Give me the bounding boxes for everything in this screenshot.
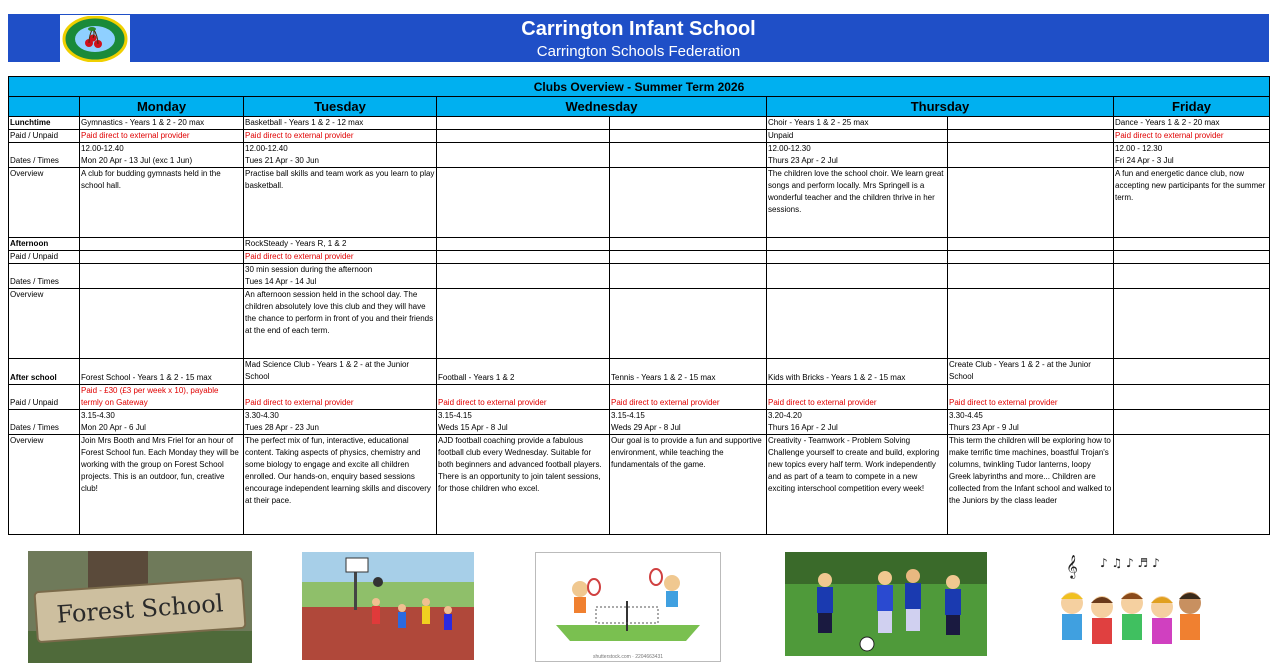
empty-cell — [1114, 289, 1270, 359]
overview-cell: The children love the school choir. We learn great songs and perform locally. Mrs Springell is a wonderful teacher and the children thrive in her sessions. — [767, 168, 948, 238]
row-label: Paid / Unpaid — [9, 385, 80, 410]
time-text: 3.15-4.15 — [438, 411, 472, 420]
overview-cell: Creativity - Teamwork - Problem Solving Challenge yourself to create and build, exploring new topics every half term. Work independently and as part of a team to compete in a new exciting interschool competition every week! — [767, 435, 948, 535]
dates-text: Tues 21 Apr - 30 Jun — [245, 156, 319, 165]
paid-cell: Paid direct to external provider — [244, 251, 437, 264]
day-wednesday: Wednesday — [437, 97, 767, 117]
empty-cell — [610, 289, 767, 359]
club-cell: Choir - Years 1 & 2 - 25 max — [767, 117, 948, 130]
empty-cell — [767, 251, 948, 264]
empty-cell — [948, 117, 1114, 130]
forest-sign-text: Forest School — [55, 589, 225, 629]
time-text: 12.00-12.30 — [768, 144, 811, 153]
paid-cell: Paid direct to external provider — [244, 130, 437, 143]
paid-cell: Paid direct to external provider — [767, 385, 948, 410]
overview-cell: The perfect mix of fun, interactive, educational content. Taking aspects of physics, chemistry and some biology to engage and excite all children enrolled. Our hands-on, enquiry based sessions encourage independent learning skills and discovery at their pace. — [244, 435, 437, 535]
empty-cell — [610, 168, 767, 238]
empty-cell — [1114, 238, 1270, 251]
empty-cell — [1114, 264, 1270, 289]
dates-cell — [80, 410, 244, 435]
empty-cell — [767, 238, 948, 251]
club-cell: Gymnastics - Years 1 & 2 - 20 max — [80, 117, 244, 130]
paid-cell: Paid direct to external provider — [1114, 130, 1270, 143]
time-text: 3.15-4.30 — [81, 411, 115, 420]
table-row — [9, 435, 1270, 535]
dates-cell — [767, 410, 948, 435]
empty-cell — [948, 238, 1114, 251]
image-credit: shutterstock.com · 2204663431 — [592, 654, 664, 660]
row-label: Paid / Unpaid — [9, 251, 80, 264]
school-title: Carrington Infant School — [521, 18, 756, 40]
dates-text: Mon 20 Apr - 13 Jul (exc 1 Jun) — [81, 156, 193, 165]
empty-cell — [948, 251, 1114, 264]
row-label: Overview — [9, 435, 80, 535]
dates-cell — [767, 143, 948, 168]
time-text: 12.00-12.40 — [81, 144, 124, 153]
row-label: After school — [9, 359, 80, 385]
empty-cell — [1114, 385, 1270, 410]
club-cell: Football - Years 1 & 2 — [437, 359, 610, 385]
overview-cell: An afternoon session held in the school day. The children absolutely love this club and they will have the chance to perform in front of you and their friends at the end of each term. — [244, 289, 437, 359]
time-text: 12.00 - 12.30 — [1115, 144, 1163, 153]
dates-text: Tues 28 Apr - 23 Jun — [245, 423, 319, 432]
school-subtitle: Carrington Schools Federation — [536, 43, 741, 60]
empty-cell — [948, 143, 1114, 168]
empty-cell — [1114, 435, 1270, 535]
club-cell: Mad Science Club - Years 1 & 2 - at the Junior School — [244, 359, 437, 385]
table-row — [9, 359, 1270, 385]
row-label: Paid / Unpaid — [9, 130, 80, 143]
empty-cell — [437, 264, 610, 289]
basketball-image — [302, 552, 474, 660]
dates-text: Mon 20 Apr - 6 Jul — [81, 423, 146, 432]
row-label: Dates / Times — [9, 410, 80, 435]
football-image — [785, 552, 987, 656]
empty-cell — [437, 143, 610, 168]
dates-cell — [244, 264, 437, 289]
time-text: 3.15-4.15 — [611, 411, 645, 420]
empty-cell — [80, 264, 244, 289]
table-row — [9, 385, 1270, 410]
day-monday: Monday — [80, 97, 244, 117]
club-cell: Create Club - Years 1 & 2 - at the Junior School — [948, 359, 1114, 385]
corner-cell — [9, 97, 80, 117]
table-row — [9, 251, 1270, 264]
row-label: Overview — [9, 289, 80, 359]
paid-cell: Paid direct to external provider — [610, 385, 767, 410]
empty-cell — [610, 130, 767, 143]
overview-cell: A fun and energetic dance club, now accepting new participants for the summer term. — [1114, 168, 1270, 238]
empty-cell — [1114, 251, 1270, 264]
time-text: 12.00-12.40 — [245, 144, 288, 153]
row-label: Dates / Times — [9, 143, 80, 168]
overview-cell: Our goal is to provide a fun and supportive environment, while teaching the fundamentals of the game. — [610, 435, 767, 535]
row-label: Afternoon — [9, 238, 80, 251]
empty-cell — [767, 289, 948, 359]
overview-cell: AJD football coaching provide a fabulous football club every Wednesday. Suitable for both beginners and advanced football players. There is an opportunity to join talent sessions, for those children who excel. — [437, 435, 610, 535]
forest-school-image — [28, 551, 252, 663]
day-header-row — [9, 97, 1270, 117]
time-text: 3.20-4.20 — [768, 411, 802, 420]
table-row — [9, 130, 1270, 143]
clubs-table — [8, 76, 1270, 535]
empty-cell — [610, 238, 767, 251]
empty-cell — [610, 117, 767, 130]
time-text: 30 min session during the afternoon — [245, 265, 373, 274]
day-tuesday: Tuesday — [244, 97, 437, 117]
table-row — [9, 238, 1270, 251]
dates-cell — [80, 143, 244, 168]
music-note-icon: ♪ ♫ ♪ ♬ ♪ — [1100, 556, 1160, 570]
overview-cell: This term the children will be exploring how to make terrific time machines, boastful Trojan's columns, twinkling Tudor lanterns, loopy Greek labyrinths and more... Children are collected from the Infant school and walked to the Juniors by the class leader — [948, 435, 1114, 535]
empty-cell — [948, 264, 1114, 289]
overview-cell: Practise ball skills and team work as you learn to play basketball. — [244, 168, 437, 238]
table-row — [9, 264, 1270, 289]
day-friday: Friday — [1114, 97, 1270, 117]
dates-cell — [244, 143, 437, 168]
empty-cell — [437, 238, 610, 251]
paid-cell: Paid - £30 (£3 per week x 10), payable termly on Gateway — [80, 385, 244, 410]
dates-text: Tues 14 Apr - 14 Jul — [245, 277, 317, 286]
time-text: 3.30-4.30 — [245, 411, 279, 420]
tennis-image — [535, 552, 721, 662]
empty-cell — [437, 251, 610, 264]
overview-cell: A club for budding gymnasts held in the school hall. — [80, 168, 244, 238]
time-text: 3.30-4.45 — [949, 411, 983, 420]
paid-cell: Paid direct to external provider — [437, 385, 610, 410]
club-cell: Kids with Bricks - Years 1 & 2 - 15 max — [767, 359, 948, 385]
dates-cell — [437, 410, 610, 435]
empty-cell — [437, 117, 610, 130]
table-row — [9, 143, 1270, 168]
empty-cell — [948, 130, 1114, 143]
dates-text: Weds 15 Apr - 8 Jul — [438, 423, 508, 432]
empty-cell — [767, 264, 948, 289]
empty-cell — [437, 168, 610, 238]
empty-cell — [948, 289, 1114, 359]
dates-text: Fri 24 Apr - 3 Jul — [1115, 156, 1174, 165]
dates-text: Weds 29 Apr - 8 Jul — [611, 423, 681, 432]
table-banner: Clubs Overview - Summer Term 2026 — [9, 77, 1270, 97]
dates-cell — [1114, 143, 1270, 168]
dates-cell — [948, 410, 1114, 435]
row-label: Lunchtime — [9, 117, 80, 130]
empty-cell — [1114, 359, 1270, 385]
table-row — [9, 289, 1270, 359]
empty-cell — [80, 251, 244, 264]
club-cell: Forest School - Years 1 & 2 - 15 max — [80, 359, 244, 385]
choir-image — [1052, 551, 1204, 655]
paid-cell: Paid direct to external provider — [244, 385, 437, 410]
empty-cell — [80, 289, 244, 359]
dates-text: Thurs 23 Apr - 9 Jul — [949, 423, 1019, 432]
paid-cell: Paid direct to external provider — [948, 385, 1114, 410]
day-thursday: Thursday — [767, 97, 1114, 117]
dates-text: Thurs 16 Apr - 2 Jul — [768, 423, 838, 432]
empty-cell — [610, 251, 767, 264]
empty-cell — [437, 130, 610, 143]
banner-row — [9, 77, 1270, 97]
table-row — [9, 117, 1270, 130]
club-cell: RockSteady - Years R, 1 & 2 — [244, 238, 437, 251]
row-label: Dates / Times — [9, 264, 80, 289]
row-label: Overview — [9, 168, 80, 238]
treble-clef-icon: 𝄞 — [1066, 554, 1078, 578]
empty-cell — [610, 264, 767, 289]
club-cell: Dance - Years 1 & 2 - 20 max — [1114, 117, 1270, 130]
empty-cell — [80, 238, 244, 251]
empty-cell — [948, 168, 1114, 238]
dates-cell — [244, 410, 437, 435]
table-row — [9, 410, 1270, 435]
club-cell: Tennis - Years 1 & 2 - 15 max — [610, 359, 767, 385]
paid-cell: Paid direct to external provider — [80, 130, 244, 143]
empty-cell — [1114, 410, 1270, 435]
dates-cell — [610, 410, 767, 435]
table-row — [9, 168, 1270, 238]
empty-cell — [610, 143, 767, 168]
empty-cell — [437, 289, 610, 359]
header-banner — [8, 14, 1269, 62]
paid-cell: Unpaid — [767, 130, 948, 143]
club-cell: Basketball - Years 1 & 2 - 12 max — [244, 117, 437, 130]
overview-cell: Join Mrs Booth and Mrs Friel for an hour of Forest School fun. Each Monday they will be working with the group on Forest School projects. This is an outdoor, fun, creative club! — [80, 435, 244, 535]
dates-text: Thurs 23 Apr - 2 Jul — [768, 156, 838, 165]
